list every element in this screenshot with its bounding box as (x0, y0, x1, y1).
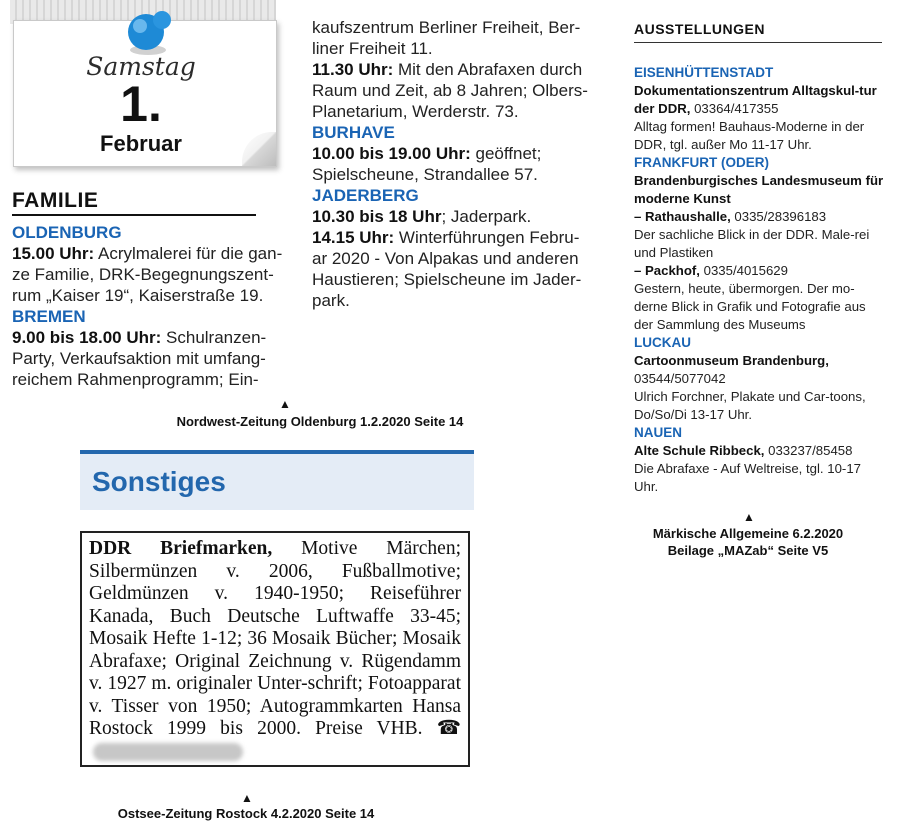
event-entry (12, 243, 284, 306)
venue-name (634, 172, 884, 208)
section-heading-ausstellungen: AUSSTELLUNGEN (634, 21, 882, 43)
city-oldenburg: OLDENBURG (12, 223, 122, 242)
city-nauen: NAUEN (634, 425, 683, 440)
venue-phone: 0335/4015629 (699, 263, 788, 278)
triangle-marker-icon: ▲ (743, 510, 755, 524)
exhibition-description: Die Abrafaxe - Auf Weltreise, tgl. 10-17 Uhr. (634, 461, 861, 494)
ad-text: Motive Märchen; Silbermünzen v. 2006, Fußballmotive; Geldmünzen v. 1940-1950; Reiseführer Kanada, Buch Deutsche Luftwaffe 33-45; Mosaik Hefte 1-12; 36 Mosaik Bücher; Mosaik Abrafaxe; Original Zeichnung v. Rügendamm v. 1927 m. originaler Unter-schrift; Fotoapparat v. Tisser von 1950; Autogrammkarten Hansa Rostock 1999 bis 2000. Preise VHB. (89, 538, 462, 739)
exhibition-venue (634, 352, 884, 388)
ad-title: DDR Briefmarken, (89, 538, 273, 559)
exhibition-venue (634, 82, 884, 118)
venue-name: Cartoonmuseum Brandenburg, (634, 353, 829, 368)
sonstiges-banner (80, 454, 474, 510)
venue-phone: 03544/5077042 (634, 371, 726, 386)
section-heading-familie: FAMILIE (12, 189, 256, 216)
venue-name-text: Brandenburgisches Landesmuseum für moderne Kunst (634, 173, 884, 206)
calendar-weekday: Samstag (86, 52, 196, 81)
source-caption-oz: Ostsee-Zeitung Rostock 4.2.2020 Seite 14 (117, 806, 375, 821)
event-description: Acrylmalerei für die gan-ze Familie, DRK-Begegnungszent-rum „Kaiser 19“, Kaiserstraße 19. (12, 244, 283, 305)
event-entry (312, 59, 590, 122)
calendar-tile (10, 0, 282, 166)
event-description: Schulranzen-Party, Verkaufsaktion mit umfang-reichem Rahmenprogramm; Ein- (12, 328, 267, 389)
source-caption-nwz: Nordwest-Zeitung Oldenburg 1.2.2020 Seite 14 (176, 414, 464, 429)
event-time: 14.15 Uhr: (312, 228, 395, 247)
venue-phone: 033237/85458 (764, 443, 853, 458)
exhibition-venue (634, 208, 884, 226)
event-description: Mit den Abrafaxen durch Raum und Zeit, ab 8 Jahren; Olbers-Planetarium, Werderstr. 73. (312, 60, 588, 121)
city-burhave: BURHAVE (312, 123, 395, 142)
exhibition-description: Alltag formen! Bauhaus-Moderne in der DDR, tgl. außer Mo 11-17 Uhr. (634, 119, 865, 152)
city-eisenhuettenstadt: EISENHÜTTENSTADT (634, 65, 774, 80)
event-time: 9.00 bis 18.00 Uhr: (12, 328, 162, 347)
event-time: 10.30 bis 18 Uhr (312, 207, 442, 226)
source-caption-maz-2: Beilage „MAZab“ Seite V5 (667, 543, 829, 558)
section-heading-sonstiges: Sonstiges (92, 466, 226, 497)
redacted-phone-number (93, 743, 243, 761)
city-jaderberg: JADERBERG (312, 186, 419, 205)
familie-column-2 (312, 17, 590, 311)
event-description: geöffnet; Spielscheune, Strandallee 57. (312, 144, 542, 184)
triangle-marker-icon: ▲ (241, 791, 253, 805)
exhibition-venue (634, 262, 884, 280)
triangle-marker-icon: ▲ (279, 397, 291, 411)
calendar-month: Februar (100, 131, 182, 156)
exhibition-description: Der sachliche Blick in der DDR. Male-rei und Plastiken (634, 227, 870, 260)
event-entry (312, 143, 590, 185)
event-entry (312, 227, 590, 311)
event-continuation: kaufszentrum Berliner Freiheit, Ber-liner Freiheit 11. (312, 18, 581, 58)
ausstellungen-column (634, 64, 884, 496)
city-frankfurt-oder: FRANKFURT (ODER) (634, 155, 769, 170)
city-bremen: BREMEN (12, 307, 86, 326)
venue-name: Alte Schule Ribbeck, (634, 443, 765, 458)
exhibition-description: Ulrich Forchner, Plakate und Car-toons, Do/So/Di 13-17 Uhr. (634, 389, 866, 422)
venue-subname: – Packhof, (634, 263, 700, 278)
venue-name: Dokumentationszentrum Alltagskul-tur der DDR, (634, 83, 877, 116)
classified-ad (80, 531, 470, 767)
exhibition-venue (634, 442, 884, 460)
event-description: Winterführungen Febru-ar 2020 - Von Alpakas und anderen Haustieren; Spielscheune im Jader-park. (312, 228, 582, 310)
venue-phone: 03364/417355 (690, 101, 779, 116)
event-time: 11.30 Uhr: (312, 60, 394, 79)
venue-subname: – Rathaushalle, (634, 209, 731, 224)
phone-icon: ☎ (436, 718, 461, 739)
familie-column-1 (12, 222, 284, 390)
calendar-date: 1. (120, 76, 162, 132)
event-description: ; Jaderpark. (441, 207, 532, 226)
city-luckau: LUCKAU (634, 335, 691, 350)
event-entry (312, 206, 590, 227)
exhibition-description: Gestern, heute, übermorgen. Der mo-derne Blick in Grafik und Fotografie aus der Sammlung des Museums (634, 281, 866, 332)
pushpin-icon (118, 10, 174, 58)
source-caption-maz-1: Märkische Allgemeine 6.2.2020 (652, 526, 844, 541)
event-time: 10.00 bis 19.00 Uhr: (312, 144, 471, 163)
event-time: 15.00 Uhr: (12, 244, 95, 263)
event-entry (12, 327, 284, 390)
venue-phone: 0335/28396183 (730, 209, 827, 224)
